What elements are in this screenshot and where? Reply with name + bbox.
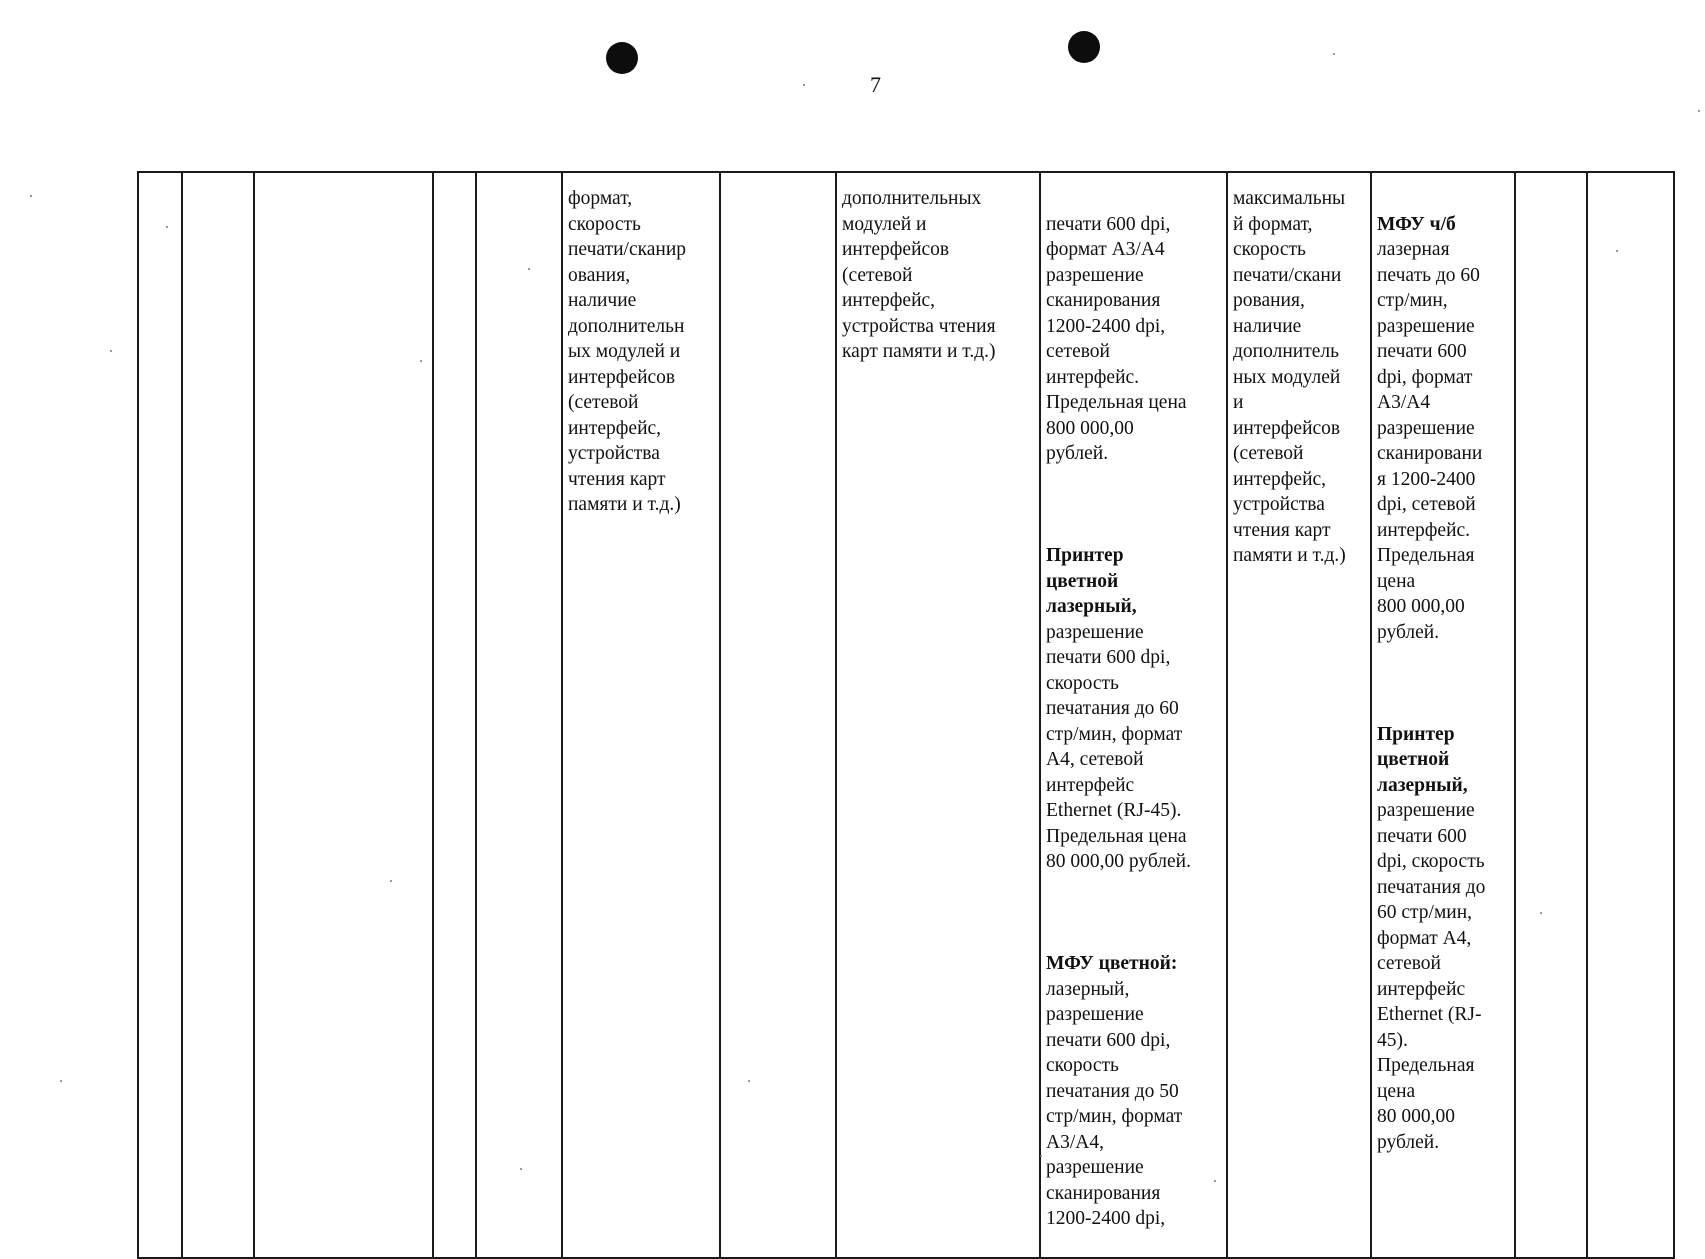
table-cell-col-3: [254, 172, 433, 1258]
scan-speck: [1214, 1180, 1216, 1182]
cell-block-text: лазерная печать до 60 стр/мин, разрешение печати 600 dpi, формат А3/А4 разрешение сканировани я 1200-2400 dpi, сетевой интерфейс. Предельная цена 800 000,00 рублей.: [1377, 239, 1483, 643]
table-cell-col-8: дополнительных модулей и интерфейсов (сетевой интерфейс, устройства чтения карт памяти и т.д.): [836, 172, 1040, 1258]
table-cell-col-5: [476, 172, 562, 1258]
scan-speck: [1040, 1155, 1042, 1157]
table-cell-col-4: [433, 172, 476, 1258]
table-cell-col-12: [1515, 172, 1587, 1258]
scan-speck: [390, 880, 392, 882]
scan-speck: [1698, 110, 1700, 112]
scan-speck: [748, 1080, 750, 1082]
scan-speck: [803, 84, 805, 86]
table-cell-col-6: формат, скорость печати/сканир ования, наличие дополнительн ых модулей и интерфейсов (сетевой интерфейс, устройства чтения карт памяти и т.д.): [562, 172, 720, 1258]
cell-block-title: МФУ ч/б: [1377, 213, 1456, 235]
cell-block-text: печати 600 dpi, формат А3/А4 разрешение сканирования 1200-2400 dpi, сетевой интерфейс. Предельная цена 800 000,00 рублей.: [1046, 213, 1187, 464]
table-cell-col-11: [1371, 172, 1515, 1258]
table-cell-col-2: [182, 172, 254, 1258]
cell-block-title: Принтер цветной лазерный,: [1046, 545, 1137, 617]
table-cell-col-7: [720, 172, 836, 1258]
block-spacer: [1046, 900, 1221, 926]
table-cell-col-9: [1040, 172, 1227, 1258]
cell-block-text: лазерный, разрешение печати 600 dpi, скорость печатания до 50 стр/мин, формат А3/А4, разрешение сканирования 1200-2400 dpi,: [1046, 978, 1183, 1229]
cell-block-title: Принтер цветной лазерный,: [1377, 723, 1468, 796]
scan-speck: [166, 226, 168, 228]
block-spacer: [1377, 671, 1509, 697]
scan-speck: [520, 1168, 522, 1170]
cell-block-title: МФУ цветной:: [1046, 953, 1178, 974]
scan-speck: [60, 1080, 62, 1082]
scan-speck: [528, 268, 530, 270]
scan-speck: [420, 360, 422, 362]
scan-speck: [110, 350, 112, 352]
table-cell-col-1: [138, 172, 182, 1258]
table-cell-col-13: [1587, 172, 1674, 1258]
scan-speck: [1540, 912, 1542, 914]
table-row: [138, 172, 1674, 1258]
document-table: [137, 171, 1675, 1259]
punch-hole-left: [606, 42, 638, 74]
scan-speck: [1616, 250, 1618, 252]
cell-block-text: разрешение печати 600 dpi, скорость печатания до 60 стр/мин, формат А4, сетевой интерфейс Ethernet (RJ-45). Предельная цена 80 000,00 рублей.: [1046, 621, 1191, 872]
punch-hole-right: [1068, 31, 1100, 63]
cell-block-text: разрешение печати 600 dpi, скорость печатания до 60 стр/мин, формат А4, сетевой интерфейс Ethernet (RJ- 45). Предельная цена 80 000,00 рублей.: [1377, 800, 1486, 1153]
table-cell-col-10: максимальны й формат, скорость печати/скани рования, наличие дополнитель ных модулей и интерфейсов (сетевой интерфейс, устройства чтения карт памяти и т.д.): [1227, 172, 1371, 1258]
block-spacer: [1046, 492, 1221, 518]
page-number: 7: [870, 72, 881, 97]
scan-speck: [30, 195, 32, 197]
scan-speck: [1333, 53, 1335, 55]
